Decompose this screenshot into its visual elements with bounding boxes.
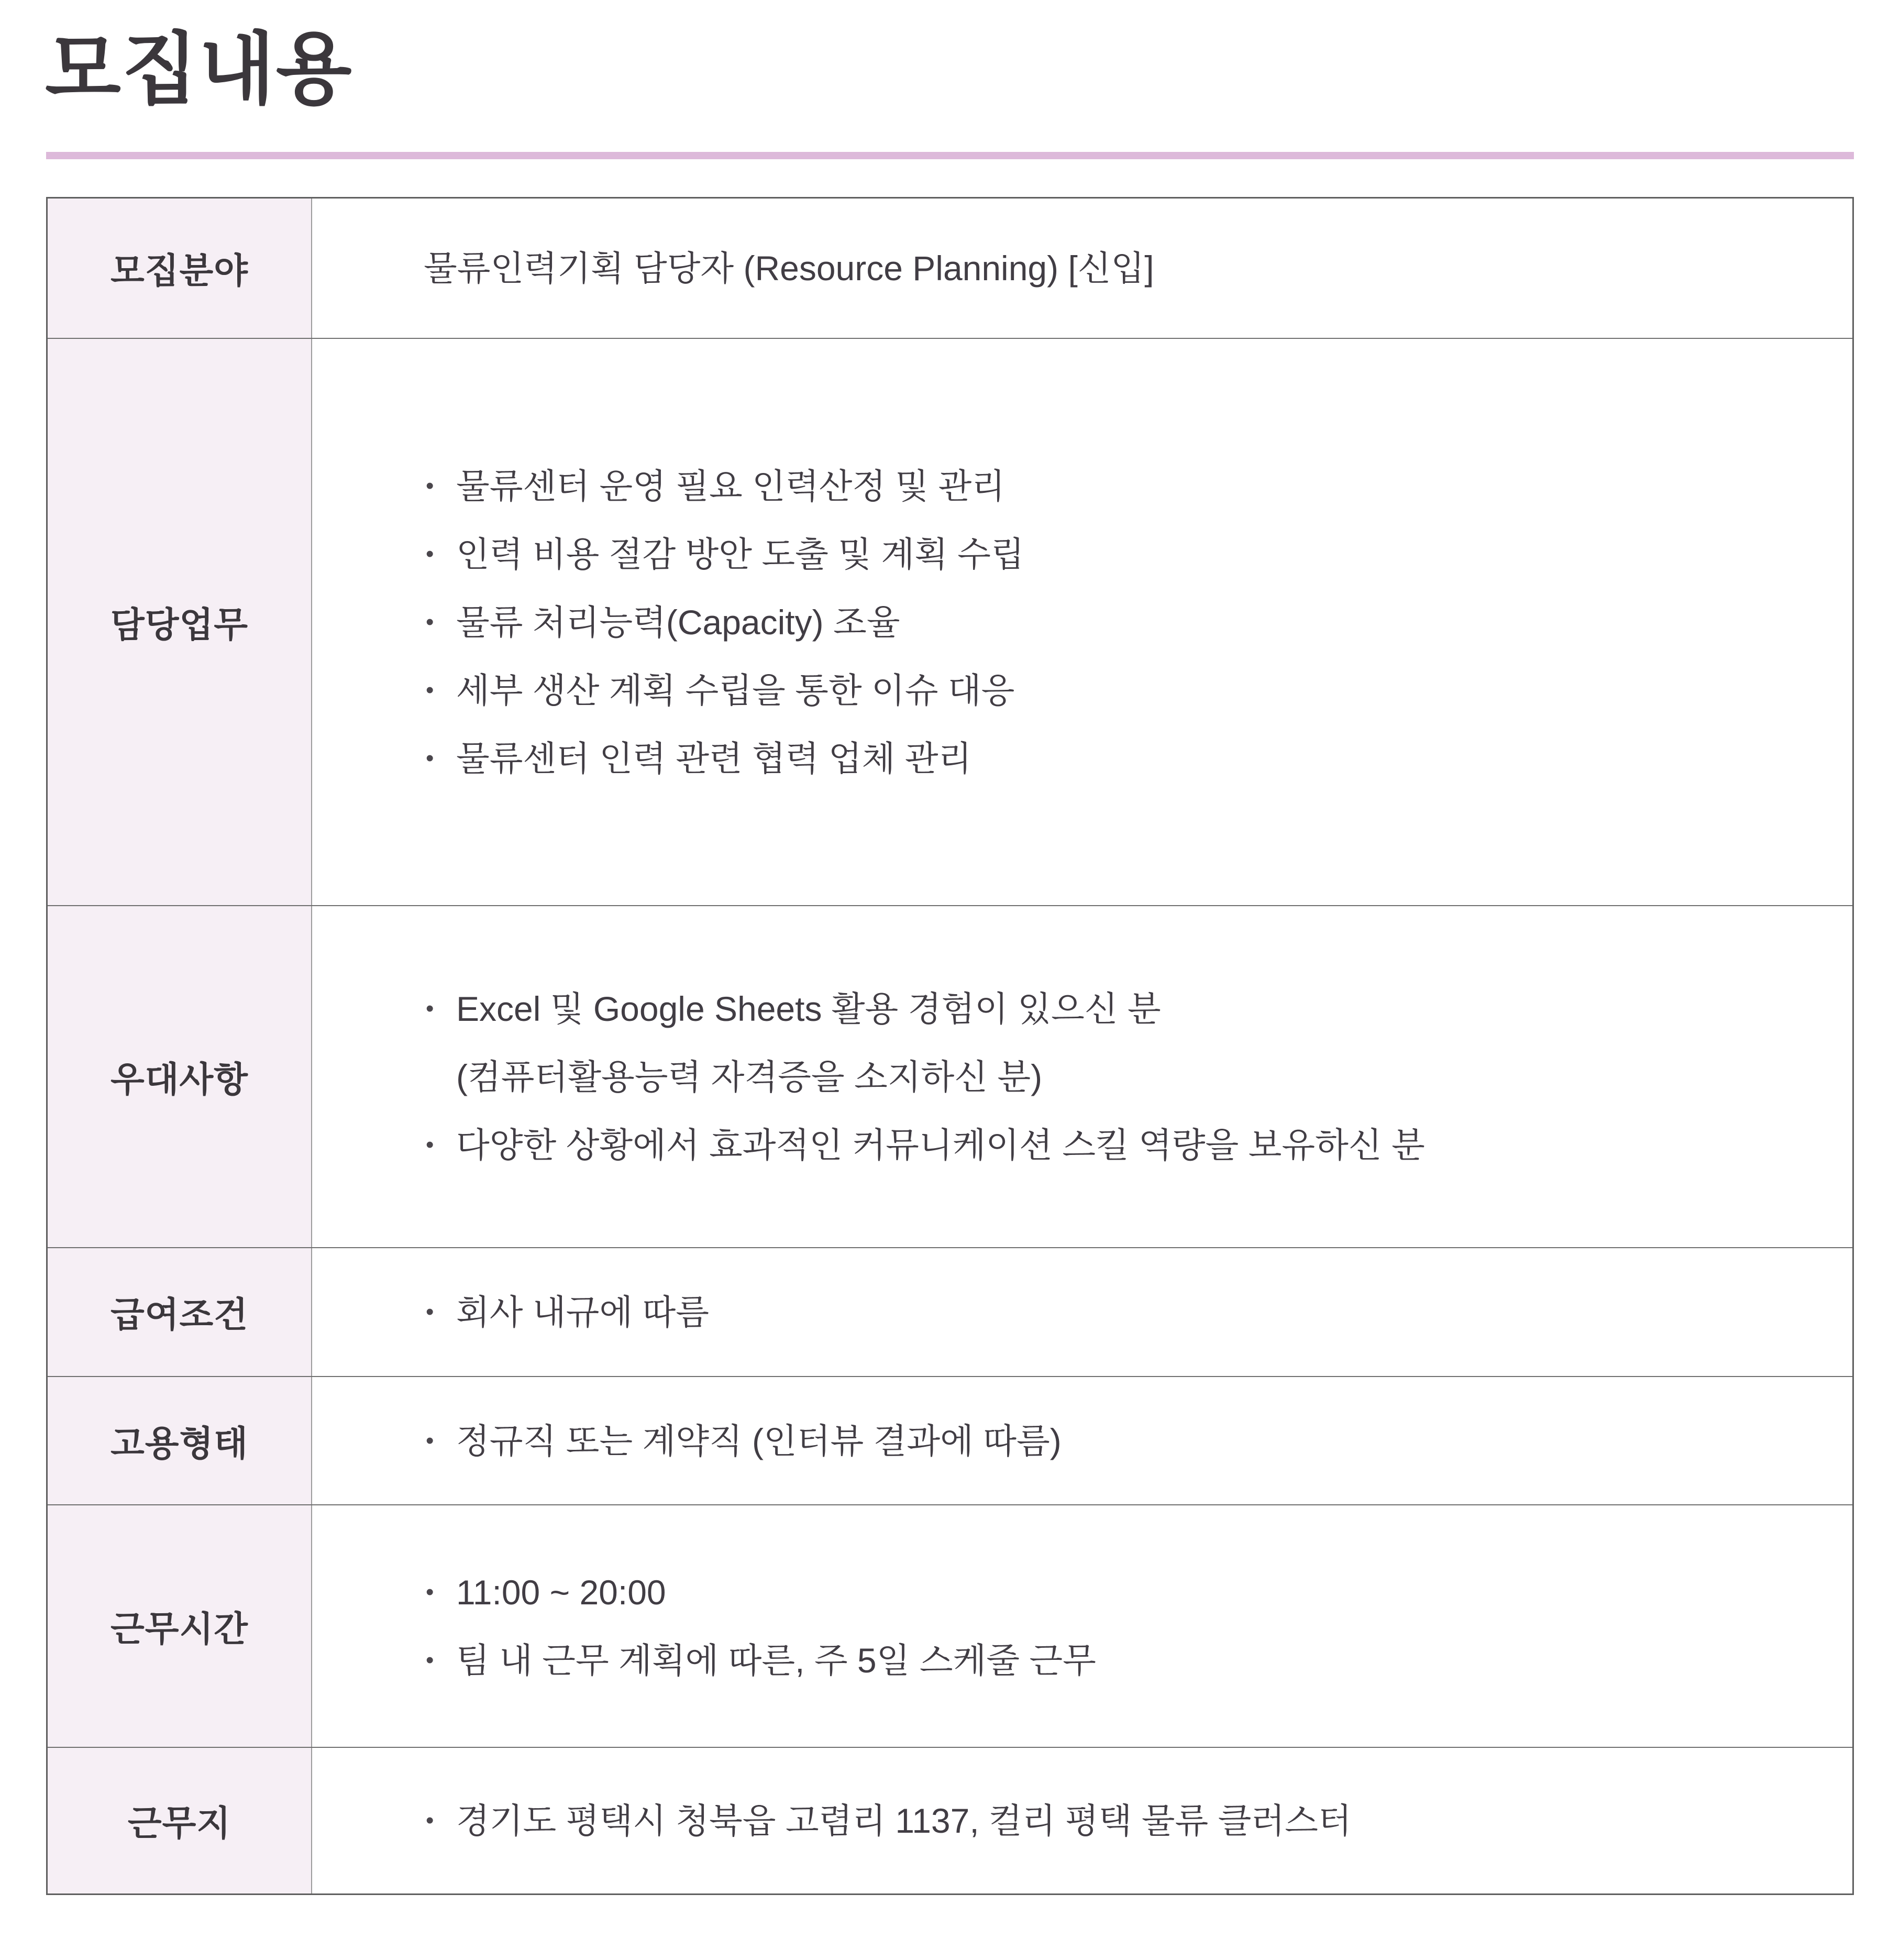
table-row <box>48 1747 1852 1893</box>
row-label: 고용형태 <box>48 1377 312 1504</box>
recruitment-table <box>46 197 1854 1895</box>
title-divider <box>46 152 1854 159</box>
row-content <box>312 906 1852 1247</box>
bullet-icon: • <box>426 1579 434 1605</box>
content-item <box>424 1626 1821 1694</box>
content-line: 팀 내 근무 계획에 따른, 주 5일 스케줄 근무 <box>456 1640 1096 1680</box>
content-line: 다양한 상황에서 효과적인 커뮤니케이션 스킬 역량을 보유하신 분 <box>456 1125 1425 1164</box>
bullet-icon: • <box>426 472 434 499</box>
row-label: 모집분야 <box>48 199 312 338</box>
row-label: 우대사항 <box>48 906 312 1247</box>
page-title: 모집내용 <box>45 25 353 113</box>
bullet-icon: • <box>426 1647 434 1673</box>
table-row <box>48 199 1852 338</box>
content-line: 정규직 또는 계약직 (인터뷰 결과에 따름) <box>456 1421 1062 1460</box>
bullet-icon: • <box>426 609 434 635</box>
bullet-icon: • <box>426 1131 434 1158</box>
content-item <box>424 1278 1821 1346</box>
bullet-icon: • <box>426 1299 434 1325</box>
row-content <box>312 199 1852 338</box>
content-item <box>424 234 1821 302</box>
content-line: 인력 비용 절감 방안 도출 및 계획 수립 <box>456 534 1024 574</box>
content-item <box>424 452 1821 520</box>
table-row <box>48 1504 1852 1747</box>
content-item <box>424 975 1821 1111</box>
content-line: 물류센터 인력 관련 협력 업체 관리 <box>456 739 972 778</box>
row-content <box>312 1748 1852 1893</box>
bullet-icon: • <box>426 1808 434 1833</box>
content-line: 경기도 평택시 청북읍 고렴리 1137, 컬리 평택 물류 클러스터 <box>456 1801 1352 1840</box>
table-row <box>48 338 1852 905</box>
row-content <box>312 339 1852 905</box>
bullet-icon: • <box>426 541 434 567</box>
content-line: 회사 내규에 따름 <box>456 1293 709 1331</box>
row-content <box>312 1377 1852 1504</box>
content-item <box>424 656 1821 724</box>
content-item <box>424 588 1821 656</box>
table-row <box>48 1376 1852 1504</box>
row-label: 근무시간 <box>48 1505 312 1747</box>
content-item <box>424 724 1821 792</box>
bullet-icon: • <box>426 745 434 771</box>
content-item <box>424 1111 1821 1179</box>
content-line: 물류센터 운영 필요 인력산정 및 관리 <box>456 466 1006 505</box>
row-label: 담당업무 <box>48 339 312 905</box>
content-line: 물류 처리능력(Capacity) 조율 <box>456 602 900 642</box>
content-line: 물류인력기획 담당자 (Resource Planning) [신입] <box>424 249 1154 288</box>
bullet-icon: • <box>426 677 434 703</box>
content-item <box>424 1407 1821 1475</box>
content-line: Excel 및 Google Sheets 활용 경험이 있으신 분 <box>456 989 1161 1028</box>
content-line: 11:00 ~ 20:00 <box>456 1572 666 1612</box>
content-item <box>424 1558 1821 1626</box>
table-row <box>48 1247 1852 1376</box>
bullet-icon: • <box>426 1427 434 1454</box>
row-content <box>312 1248 1852 1376</box>
row-content <box>312 1505 1852 1747</box>
content-item <box>424 520 1821 588</box>
bullet-icon: • <box>426 995 434 1021</box>
content-line: 세부 생산 계획 수립을 통한 이슈 대응 <box>456 670 1015 710</box>
table-row <box>48 905 1852 1247</box>
content-item <box>424 1787 1821 1855</box>
row-label: 급여조건 <box>48 1248 312 1376</box>
row-label: 근무지 <box>48 1748 312 1893</box>
content-line: (컴퓨터활용능력 자격증을 소지하신 분) <box>456 1057 1043 1096</box>
